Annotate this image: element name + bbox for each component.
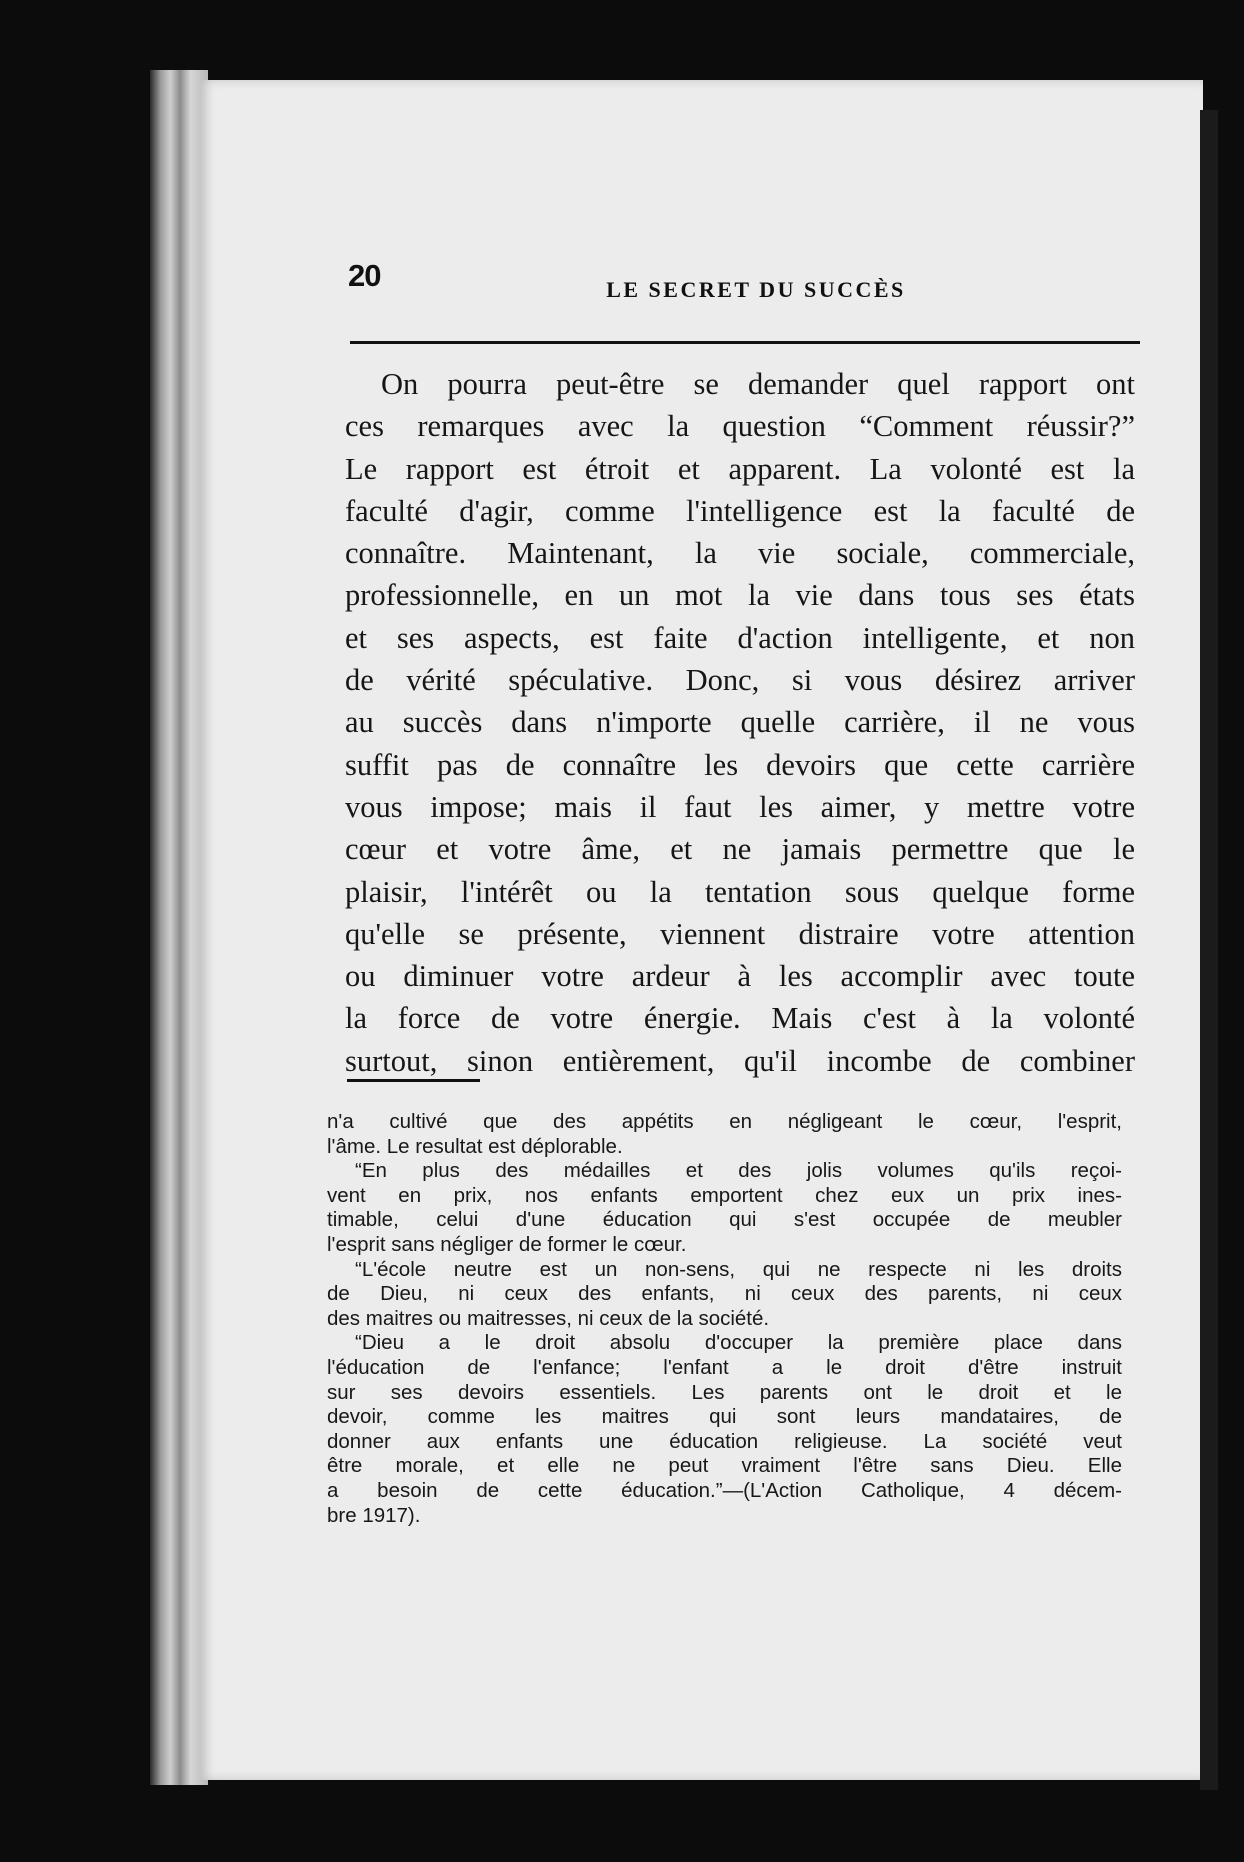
body-line: vous impose; mais il faut les aimer, y mettre votre [345,789,1135,824]
body-line: suffit pas de connaître les devoirs que cette carrière [345,747,1135,782]
footnote-line: bre 1917). [327,1503,421,1527]
body-line: ou diminuer votre ardeur à les accomplir avec toute [345,959,1135,994]
footnote-line: de Dieu, ni ceux des enfants, ni ceux des parents, ni ceux [327,1282,1122,1306]
body-line: faculté d'agir, comme l'intelligence est la faculté de [345,493,1135,528]
footnote-rule [347,1079,480,1082]
footnote-line: n'a cultivé que des appétits en négligeant le cœur, l'esprit, [327,1110,1122,1133]
footnote-line: devoir, comme les maitres qui sont leurs mandataires, de [327,1405,1122,1429]
footnote-line: timable, celui d'une éducation qui s'est occupée de meubler [327,1208,1122,1232]
footnote-line: être morale, et elle ne peut vraiment l'être sans Dieu. Elle [327,1454,1122,1478]
footnote-line: l'éducation de l'enfance; l'enfant a le droit d'être instruit [327,1355,1122,1379]
page-header [348,258,1140,308]
body-line: plaisir, l'intérêt ou la tentation sous quelque forme [345,874,1135,909]
footnote-line: des maitres ou maitresses, ni ceux de la société. [327,1306,770,1330]
body-line: cœur et votre âme, et ne jamais permettre que le [345,832,1135,867]
footnote-line: “L'école neutre est un non-sens, qui ne respecte ni les droits [355,1257,1122,1281]
body-line: et ses aspects, est faite d'action intelligente, et non [345,620,1135,655]
body-line: professionnelle, en un mot la vie dans tous ses états [345,578,1135,613]
footnote-line: vent en prix, nos enfants emportent chez eux un prix ines- [327,1183,1122,1207]
running-title: LE SECRET DU SUCCÈS [606,277,906,302]
body-line: ces remarques avec la question “Comment réussir?” [345,409,1135,444]
footnote-line: “Dieu a le droit absolu d'occuper la première place dans [355,1331,1122,1355]
footnote-line: l'esprit sans négliger de former le cœur. [327,1232,687,1256]
body-line: la force de votre énergie. Mais c'est à la volonté [345,1001,1135,1036]
body-line: de vérité spéculative. Donc, si vous désirez arriver [345,663,1135,698]
body-line: au succès dans n'importe quelle carrière, il ne vous [345,705,1135,740]
footnote-line: sur ses devoirs essentiels. Les parents ont le droit et le [327,1380,1122,1404]
page-edge-shadow [1200,110,1218,1790]
body-line: qu'elle se présente, viennent distraire votre attention [345,916,1135,951]
body-line: connaître. Maintenant, la vie sociale, commerciale, [345,536,1135,571]
header-rule [350,341,1140,344]
footnote-block [327,1110,1122,1528]
footnote-line: a besoin de cette éducation.”—(L'Action Catholique, 4 décem- [327,1478,1122,1502]
footnote-line: l'âme. Le resultat est déplorable. [327,1134,623,1158]
footnote-line: donner aux enfants une éducation religieuse. La société veut [327,1429,1122,1453]
body-paragraph [345,363,1135,1082]
footnote-line: “En plus des médailles et des jolis volumes qu'ils reçoi- [355,1159,1122,1183]
body-line: surtout, sinon entièrement, qu'il incombe de combiner [345,1043,1135,1078]
page-number: 20 [348,258,381,293]
body-line: On pourra peut-être se demander quel rapport ont [381,367,1135,401]
body-line: Le rapport est étroit et apparent. La volonté est la [345,451,1135,486]
